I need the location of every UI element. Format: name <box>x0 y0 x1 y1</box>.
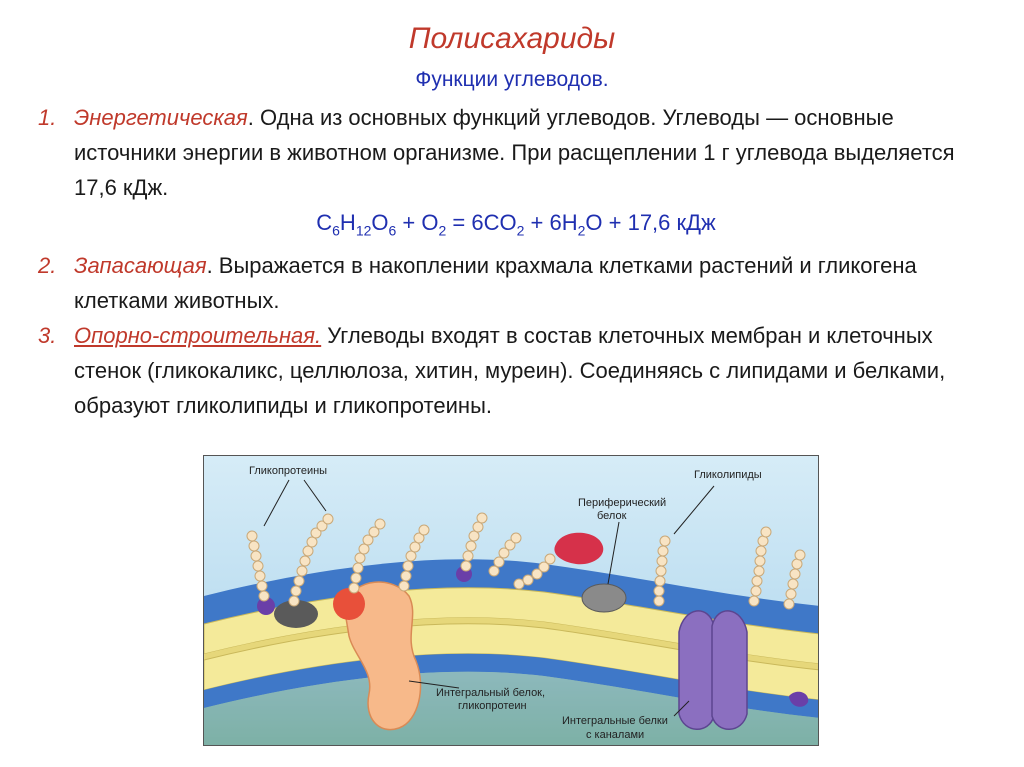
term-storage: Запасающая <box>74 253 207 279</box>
channel-protein-left <box>679 611 714 729</box>
channel-protein-right <box>712 611 747 729</box>
list-item-structural <box>38 318 998 423</box>
functions-list <box>38 100 998 423</box>
label-channels-1: Интегральные белки <box>562 715 668 727</box>
item-number: 1. <box>38 105 57 130</box>
label-glycolipids: Гликолипиды <box>694 469 762 481</box>
item-text: . Одна из основных функций углеводов. Углеводы — основные источники энергии в животном организме. При расщеплении 1 г углевода выделяется 17,6 кДж. <box>74 105 955 200</box>
label-peripheral-1: Периферический <box>578 497 667 509</box>
label-glycoproteins: Гликопротеины <box>249 465 328 477</box>
protein-red-domain <box>333 588 365 620</box>
label-integral-1: Интегральный белок, <box>436 687 546 699</box>
list-item-storage <box>38 248 998 318</box>
item-text: Углеводы входят в состав клеточных мембран и клеточных стенок (гликокаликс, целлюлоза, хитин, муреин). Соединяясь с липидами и белками, образуют гликолипиды и гликопротеины. <box>74 323 946 419</box>
peripheral-protein-gray <box>582 584 626 612</box>
membrane-svg <box>204 456 819 746</box>
item-number: 3. <box>38 323 57 349</box>
item-text: . Выражается в накоплении крахмала клетками растений и гликогена клетками животных. <box>74 253 917 314</box>
term-energy: Энергетическая <box>74 105 248 130</box>
list-item-energy <box>38 100 998 205</box>
label-channels-2: с каналами <box>586 729 645 741</box>
slide-subtitle: Функции углеводов. <box>415 68 609 91</box>
reaction-formula: $C_6H_{12}O_6 + O_2 = 6CO_2 + 6H_2O + 17,6$ кДж <box>316 210 716 239</box>
membrane-diagram <box>203 455 819 746</box>
label-peripheral-2: белок <box>597 510 627 522</box>
term-structural: Опорно-строительная. <box>74 323 322 349</box>
label-integral-2: гликопротеин <box>458 700 527 712</box>
slide-title: Полисахариды <box>408 22 616 55</box>
item-number: 2. <box>38 253 57 279</box>
